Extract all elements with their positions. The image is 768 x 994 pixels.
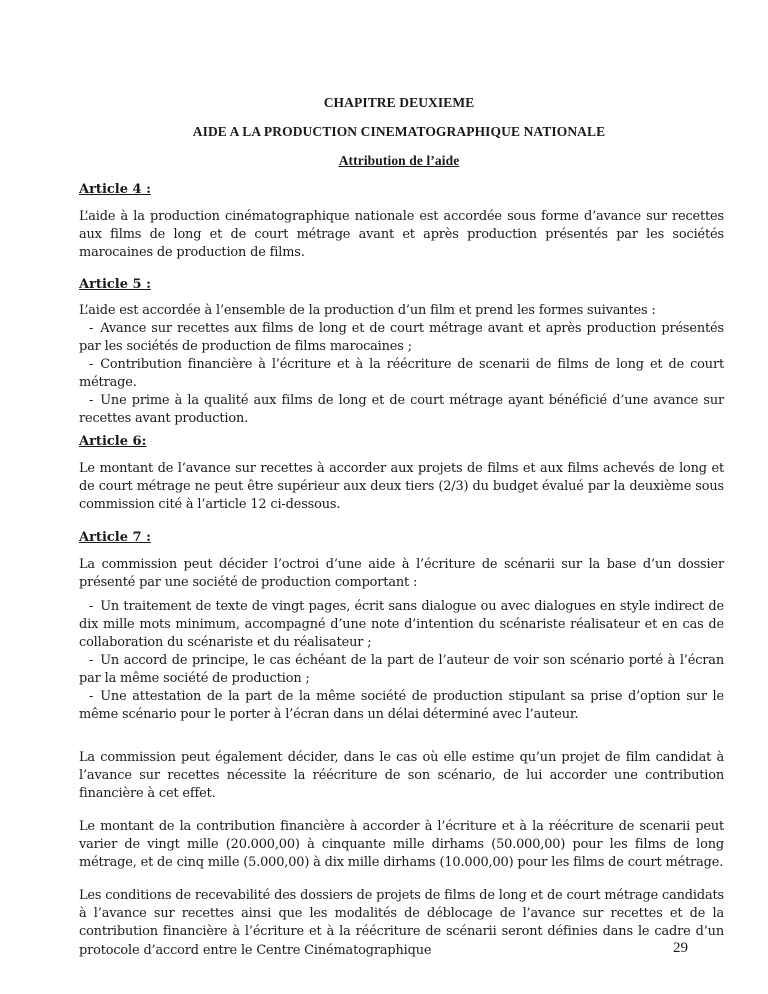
article-6-paragraph: Le montant de l’avance sur recettes à accorder aux projets de films et aux films achevés de long et de court métrage ne peut être supérieur aux deux tiers (2/3) du budget évalué par la deuxième sous commission cité à l’article 12 ci-dessous. [79,461,724,513]
article-7-paragraph-1: La commission peut également décider, dans le cas où elle estime qu’un projet de film candidat à l’avance sur recettes nécessite la réécriture de son scénario, de lui accorder une contribution financière à cet effet. [79,750,724,802]
bullet-dash: - [89,357,94,372]
bullet-text: Un traitement de texte de vingt pages, écrit sans dialogue ou avec dialogues en style indirect de dix mille mots minimum, accompagné d’une note d’intention du scénariste réalisateur et en cas de collaboration du scénariste et du réalisateur ; [79,599,724,651]
bullet-text: Contribution financière à l’écriture et à la réécriture de scenarii de films de long et de court métrage. [79,357,724,391]
bullet-dash: - [89,599,94,614]
article-7-intro: La commission peut décider l’octroi d’une aide à l’écriture de scénarii sur la base d’un dossier présenté par une société de production comportant : [79,557,724,591]
article-5-title: Article 5 : [79,277,151,292]
section-title: AIDE A LA PRODUCTION CINEMATOGRAPHIQUE NATIONALE [192,124,606,139]
subsection-title-text: Attribution de l’aide [338,153,460,168]
article-5-bullet-1 [79,320,724,356]
page-number: 29 [673,940,688,956]
article-5-bullet-2 [79,356,724,392]
chapter-title: CHAPITRE DEUXIEME [323,95,475,110]
bullet-dash: - [89,393,94,408]
bullet-text: Une attestation de la part de la même société de production stipulant sa prise d’option sur le même scénario pour le porter à l’écran dans un délai déterminé avec l’auteur. [79,689,724,723]
article-6-title: Article 6: [79,434,147,449]
article-5-bullet-3 [79,392,724,428]
article-7-paragraph-3: Les conditions de recevabilité des dossiers de projets de films de long et de court métrage candidats à l’avance sur recettes ainsi que les modalités de déblocage de l’avance sur recettes et de la contribution financière à l’écriture et à la réécriture de scénarii seront définies dans le cadre d’un protocole d’accord entre le Centre Cinématographique [79,888,724,958]
document-page [79,0,727,994]
bullet-text: Une prime à la qualité aux films de long et de court métrage ayant bénéficié d’une avance sur recettes avant production. [79,393,724,427]
bullet-dash: - [89,689,94,704]
article-4-title: Article 4 : [79,182,151,197]
article-7-bullet-3 [79,688,724,724]
bullet-dash: - [89,653,94,668]
article-4-paragraph: L’aide à la production cinématographique nationale est accordée sous forme d’avance sur recettes aux films de long et de court métrage avant et après production présentés par les sociétés marocaines de production de films. [79,209,724,261]
article-7-paragraph-2: Le montant de la contribution financière à accorder à l’écriture et à la réécriture de scenarii peut varier de vingt mille (20.000,00) à cinquante mille dirhams (50.000,00) pour les films de long métrage, et de cinq mille (5.000,00) à dix mille dirhams (10.000,00) pour les films de court métrage. [79,819,724,871]
bullet-text: Avance sur recettes aux films de long et de court métrage avant et après production présentés par les sociétés de production de films marocaines ; [79,321,724,355]
subsection-title [79,153,719,169]
article-5-intro: L’aide est accordée à l’ensemble de la production d’un film et prend les formes suivantes : [79,303,656,318]
bullet-text: Un accord de principe, le cas échéant de la part de l’auteur de voir son scénario porté à l’écran par la même société de production ; [79,653,724,687]
bullet-dash: - [89,321,94,336]
article-7-bullet-2 [79,652,724,688]
article-7-bullet-1 [79,598,724,653]
article-7-title: Article 7 : [79,530,151,545]
